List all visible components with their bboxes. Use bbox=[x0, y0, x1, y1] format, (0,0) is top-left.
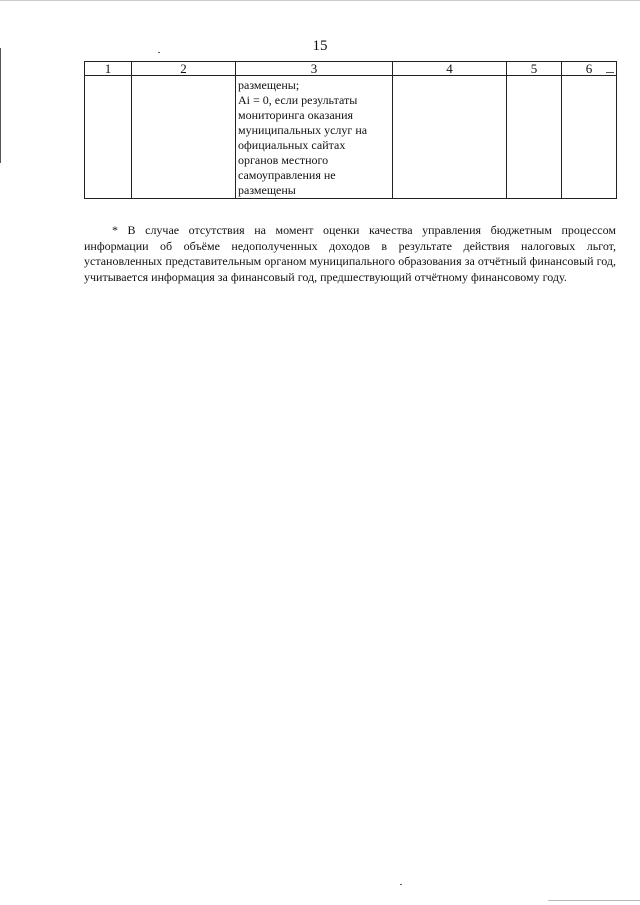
cell-text bbox=[132, 76, 235, 78]
cell-text bbox=[562, 76, 616, 78]
scan-speck bbox=[400, 884, 402, 885]
scan-bottom-edge bbox=[548, 900, 640, 901]
table-cell-col4 bbox=[393, 76, 507, 199]
scan-left-edge-mark bbox=[0, 48, 1, 163]
table-row bbox=[85, 76, 617, 199]
column-header-3: 3 bbox=[236, 62, 393, 76]
page-number: 15 bbox=[312, 38, 328, 54]
cell-text-criteria: размещены; Ai = 0, если результаты мониторинга оказания муниципальных услуг на официальных сайтах органов местного самоуправления не размещены bbox=[238, 78, 368, 197]
column-header-6: 6 bbox=[562, 62, 617, 76]
table-cell-col1 bbox=[85, 76, 132, 199]
table-header-row bbox=[85, 62, 617, 76]
table-cell-col3 bbox=[236, 76, 393, 199]
column-header-2: 2 bbox=[132, 62, 236, 76]
cell-text bbox=[85, 76, 131, 78]
column-header-4: 4 bbox=[393, 62, 507, 76]
table-cell-col2 bbox=[132, 76, 236, 199]
criteria-table bbox=[84, 61, 617, 199]
table-cell-col6 bbox=[562, 76, 617, 199]
column-header-1: 1 bbox=[85, 62, 132, 76]
table-cell-col5 bbox=[507, 76, 562, 199]
cell-text bbox=[393, 76, 506, 78]
column-header-5: 5 bbox=[507, 62, 562, 76]
footnote: * В случае отсутствия на момент оценки качества управления бюджетным процессом информации об объёме недополученных доходов в результате действия налоговых льгот, установленных представительным органом муниципального образования за отчётный финансовый год, учитывается информация за финансовый год, предшествующий отчётному финансовому году. bbox=[84, 223, 616, 284]
scan-top-edge bbox=[0, 0, 640, 1]
cell-text bbox=[507, 76, 561, 78]
